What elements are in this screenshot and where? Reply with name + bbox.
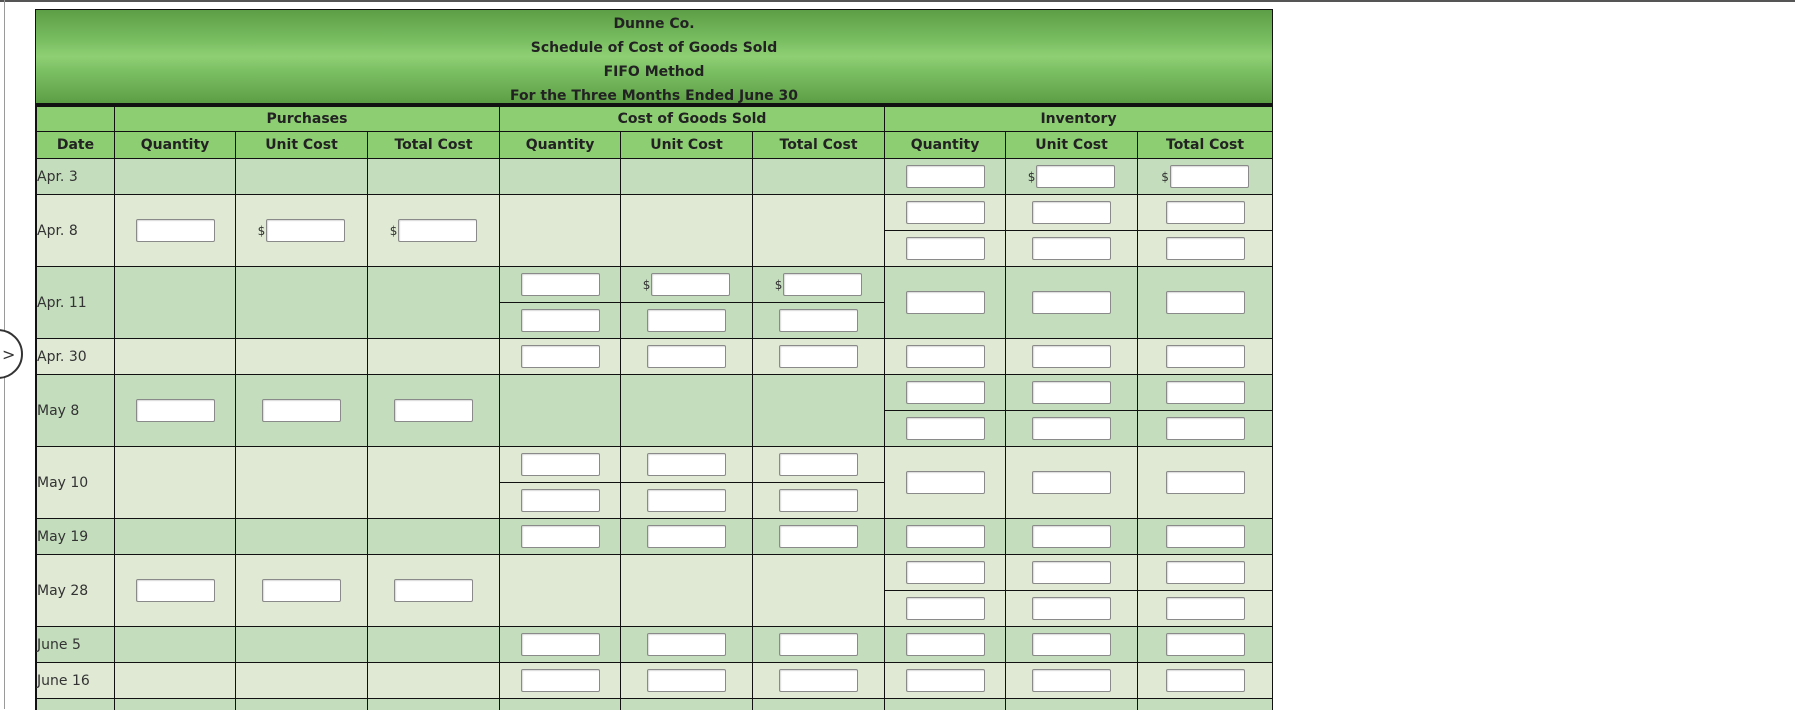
table-row <box>37 555 1273 627</box>
dollar-sign: $ <box>643 278 651 292</box>
cogs-unit-cost-input[interactable] <box>651 273 730 296</box>
cogs-quantity-input[interactable] <box>521 345 600 368</box>
inventory-unit-cost-input[interactable] <box>1032 561 1111 584</box>
inventory-quantity-input[interactable] <box>906 201 985 224</box>
inventory-unit-cost-input[interactable] <box>1032 381 1111 404</box>
inventory-quantity-input[interactable] <box>906 669 985 692</box>
purchases-unit-cost-input[interactable] <box>262 579 341 602</box>
schedule-title-block <box>36 10 1272 106</box>
purchases-quantity-input[interactable] <box>136 579 215 602</box>
dollar-sign: $ <box>775 278 783 292</box>
purchases-quantity-input[interactable] <box>136 399 215 422</box>
cogs-unit-cost-input[interactable] <box>647 669 726 692</box>
cogs-quantity-input[interactable] <box>521 525 600 548</box>
table-row <box>37 699 1273 710</box>
inventory-total-cost-input[interactable] <box>1166 561 1245 584</box>
inventory-quantity-input[interactable] <box>906 525 985 548</box>
inventory-quantity-input[interactable] <box>906 597 985 620</box>
inventory-quantity-input[interactable] <box>906 633 985 656</box>
inventory-total-cost-input[interactable] <box>1166 669 1245 692</box>
inventory-unit-cost-input[interactable] <box>1032 237 1111 260</box>
cogs-total-cost-input[interactable] <box>779 489 858 512</box>
inventory-unit-cost-input[interactable] <box>1032 471 1111 494</box>
cogs-total-cost-input[interactable] <box>779 309 858 332</box>
row-date: Apr. 11 <box>37 267 115 339</box>
cogs-quantity-input[interactable] <box>521 669 600 692</box>
inventory-quantity-input[interactable] <box>906 471 985 494</box>
dollar-sign: $ <box>1028 170 1036 184</box>
purchases-quantity-header: Quantity <box>115 132 236 159</box>
row-date: May 28 <box>37 555 115 627</box>
table-row <box>37 195 1273 267</box>
inventory-total-cost-input[interactable] <box>1166 471 1245 494</box>
purchases-unit-cost-input[interactable] <box>262 399 341 422</box>
table-row <box>37 375 1273 447</box>
purchases-unit-cost-header: Unit Cost <box>236 132 368 159</box>
table-row <box>37 339 1273 375</box>
expand-panel-button[interactable] <box>0 329 23 379</box>
dollar-sign: $ <box>1161 170 1169 184</box>
table-row <box>37 159 1273 195</box>
cogs-unit-cost-input[interactable] <box>647 633 726 656</box>
cogs-group-header: Cost of Goods Sold <box>500 107 885 132</box>
inventory-total-cost-input[interactable] <box>1166 201 1245 224</box>
inventory-total-cost-input[interactable] <box>1166 381 1245 404</box>
inventory-total-cost-input[interactable] <box>1166 237 1245 260</box>
row-date: June 5 <box>37 627 115 663</box>
inventory-quantity-input[interactable] <box>906 237 985 260</box>
cogs-unit-cost-input[interactable] <box>647 489 726 512</box>
cogs-quantity-input[interactable] <box>521 633 600 656</box>
purchases-total-cost-header: Total Cost <box>368 132 500 159</box>
method-title: FIFO Method <box>36 60 1272 84</box>
purchases-total-cost-input[interactable] <box>394 399 473 422</box>
table-row <box>37 627 1273 663</box>
inventory-unit-cost-input[interactable] <box>1032 525 1111 548</box>
company-name: Dunne Co. <box>36 12 1272 36</box>
row-date: Apr. 3 <box>37 159 115 195</box>
inventory-total-cost-input[interactable] <box>1166 345 1245 368</box>
purchases-unit-cost-input[interactable] <box>266 219 345 242</box>
inventory-unit-cost-input[interactable] <box>1032 291 1111 314</box>
purchases-total-cost-input[interactable] <box>394 579 473 602</box>
inventory-total-cost-input[interactable] <box>1166 417 1245 440</box>
inventory-unit-cost-input[interactable] <box>1032 201 1111 224</box>
cogs-schedule-table <box>35 9 1273 710</box>
schedule-grid <box>36 106 1273 710</box>
inventory-quantity-input[interactable] <box>906 561 985 584</box>
chevron-right-icon: > <box>2 347 15 363</box>
inventory-total-cost-input[interactable] <box>1166 597 1245 620</box>
cogs-unit-cost-input[interactable] <box>647 309 726 332</box>
cogs-total-cost-input[interactable] <box>783 273 862 296</box>
inventory-unit-cost-input[interactable] <box>1032 597 1111 620</box>
cogs-quantity-input[interactable] <box>521 489 600 512</box>
column-header-row <box>37 132 1273 159</box>
table-row <box>37 663 1273 699</box>
inventory-total-cost-header: Total Cost <box>1138 132 1273 159</box>
inventory-quantity-header: Quantity <box>885 132 1006 159</box>
cogs-total-cost-input[interactable] <box>779 453 858 476</box>
cogs-total-cost-header: Total Cost <box>753 132 885 159</box>
inventory-quantity-input[interactable] <box>906 291 985 314</box>
inventory-quantity-input[interactable] <box>906 381 985 404</box>
row-date: June 16 <box>37 663 115 699</box>
cogs-total-cost-input[interactable] <box>779 633 858 656</box>
cogs-total-cost-input[interactable] <box>779 525 858 548</box>
row-date: May 10 <box>37 447 115 519</box>
inventory-unit-cost-header: Unit Cost <box>1006 132 1138 159</box>
cogs-unit-cost-header: Unit Cost <box>621 132 753 159</box>
inventory-total-cost-input[interactable] <box>1166 525 1245 548</box>
date-column-header: Date <box>37 132 115 159</box>
inventory-quantity-input[interactable] <box>906 345 985 368</box>
purchases-group-header: Purchases <box>115 107 500 132</box>
inventory-total-cost-input[interactable] <box>1166 633 1245 656</box>
cogs-quantity-input[interactable] <box>521 453 600 476</box>
row-date: May 19 <box>37 519 115 555</box>
inventory-quantity-input[interactable] <box>906 417 985 440</box>
cogs-quantity-input[interactable] <box>521 309 600 332</box>
report-title: Schedule of Cost of Goods Sold <box>36 36 1272 60</box>
inventory-unit-cost-input[interactable] <box>1032 633 1111 656</box>
period-title: For the Three Months Ended June 30 <box>36 84 1272 108</box>
purchases-quantity-input[interactable] <box>136 219 215 242</box>
row-date: Apr. 30 <box>37 339 115 375</box>
cogs-unit-cost-input[interactable] <box>647 453 726 476</box>
cogs-unit-cost-input[interactable] <box>647 345 726 368</box>
inventory-unit-cost-input[interactable] <box>1032 417 1111 440</box>
cogs-total-cost-input[interactable] <box>779 345 858 368</box>
cogs-unit-cost-input[interactable] <box>647 525 726 548</box>
inventory-total-cost-input[interactable] <box>1166 291 1245 314</box>
inventory-total-cost-input[interactable] <box>1170 165 1249 188</box>
group-header-row <box>37 107 1273 132</box>
dollar-sign: $ <box>390 224 398 238</box>
table-row <box>37 267 1273 339</box>
inventory-unit-cost-input[interactable] <box>1032 345 1111 368</box>
cogs-quantity-input[interactable] <box>521 273 600 296</box>
dollar-sign: $ <box>258 224 266 238</box>
cogs-quantity-header: Quantity <box>500 132 621 159</box>
window-top-border <box>0 0 1795 2</box>
inventory-unit-cost-input[interactable] <box>1032 669 1111 692</box>
table-row <box>37 519 1273 555</box>
purchases-total-cost-input[interactable] <box>398 219 477 242</box>
cogs-total-cost-input[interactable] <box>779 669 858 692</box>
table-row <box>37 447 1273 519</box>
inventory-unit-cost-input[interactable] <box>1036 165 1115 188</box>
row-date: Apr. 8 <box>37 195 115 267</box>
inventory-quantity-input[interactable] <box>906 165 985 188</box>
row-date: May 8 <box>37 375 115 447</box>
inventory-group-header: Inventory <box>885 107 1273 132</box>
